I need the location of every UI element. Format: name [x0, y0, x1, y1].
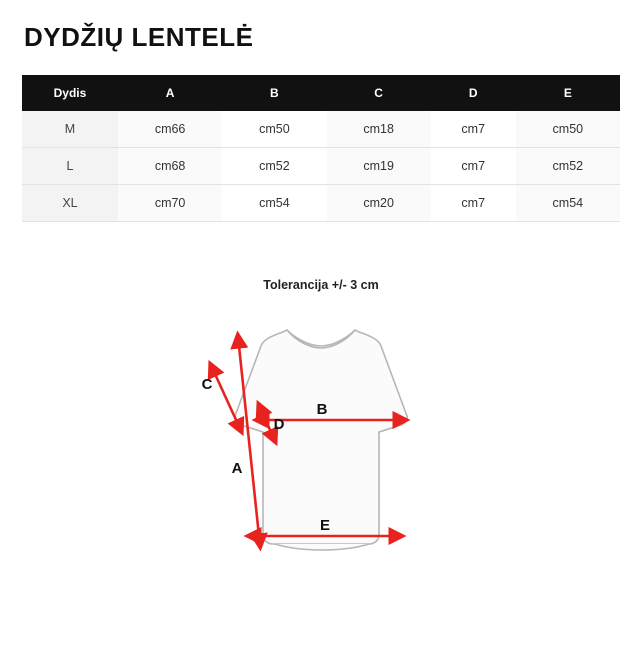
cell-a: cm68 — [118, 148, 222, 185]
table-row — [22, 111, 620, 148]
size-table — [22, 75, 620, 222]
cell-b: cm54 — [222, 185, 326, 222]
column-header-c: C — [327, 75, 431, 111]
tolerance-note: Tolerancija +/- 3 cm — [263, 278, 379, 292]
column-header-dydis: Dydis — [22, 75, 118, 111]
cell-b: cm52 — [222, 148, 326, 185]
cell-d: cm7 — [431, 111, 516, 148]
page-title: DYDŽIŲ LENTELĖ — [24, 22, 254, 52]
size-chart-page — [0, 22, 642, 645]
label-b: B — [316, 401, 328, 418]
arrow-c — [215, 374, 237, 422]
cell-a: cm70 — [118, 185, 222, 222]
table-row — [22, 185, 620, 222]
cell-e: cm52 — [516, 148, 620, 185]
column-header-b: B — [222, 75, 326, 111]
cell-c: cm20 — [327, 185, 431, 222]
cell-b: cm50 — [222, 111, 326, 148]
cell-e: cm54 — [516, 185, 620, 222]
cell-e: cm50 — [516, 111, 620, 148]
column-header-a: A — [118, 75, 222, 111]
cell-size: M — [22, 111, 118, 148]
cell-d: cm7 — [431, 185, 516, 222]
column-header-e: E — [516, 75, 620, 111]
label-e: E — [319, 517, 331, 534]
table-header-row — [22, 75, 620, 111]
tshirt-diagram-svg — [111, 298, 531, 568]
cell-d: cm7 — [431, 148, 516, 185]
table-body — [22, 111, 620, 222]
measurement-diagram — [22, 278, 620, 578]
label-a: A — [231, 460, 243, 477]
label-c: C — [201, 376, 213, 393]
table-row — [22, 148, 620, 185]
table-head — [22, 75, 620, 111]
cell-a: cm66 — [118, 111, 222, 148]
label-d: D — [273, 416, 285, 433]
cell-size: L — [22, 148, 118, 185]
cell-c: cm19 — [327, 148, 431, 185]
column-header-d: D — [431, 75, 516, 111]
cell-c: cm18 — [327, 111, 431, 148]
cell-size: XL — [22, 185, 118, 222]
